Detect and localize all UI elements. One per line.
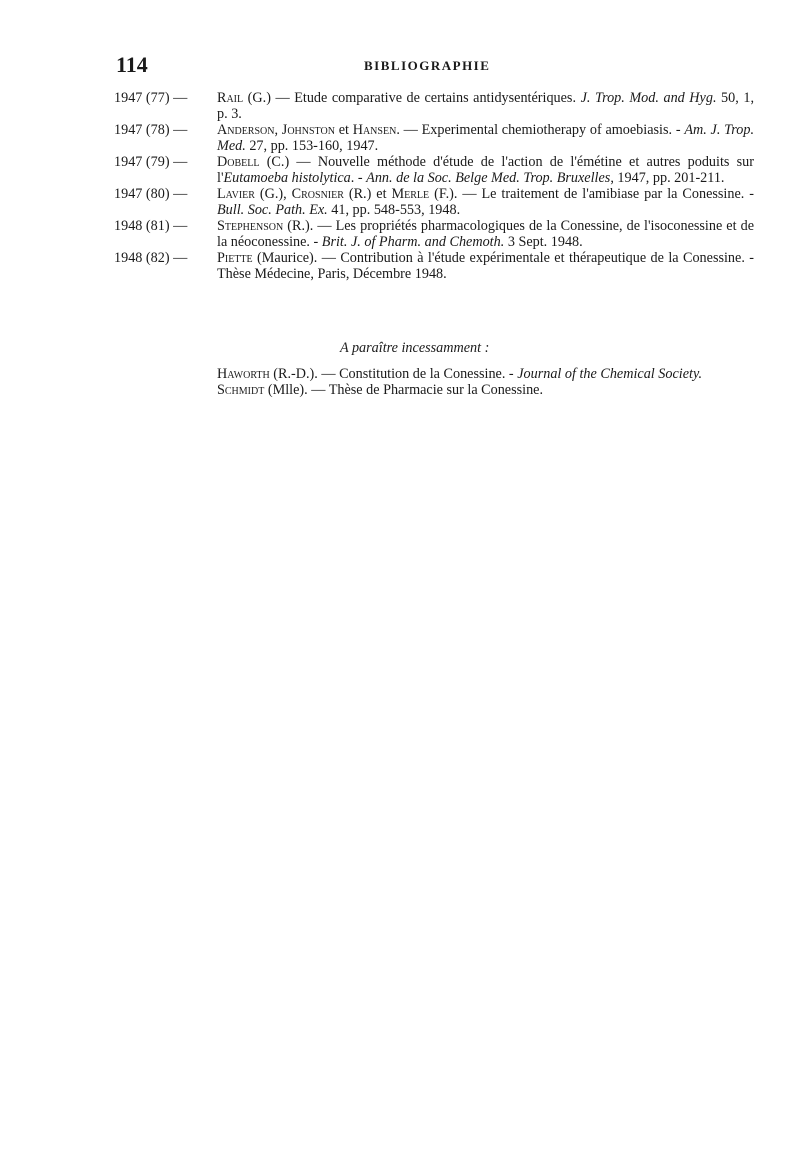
entry-author: Dobell bbox=[217, 154, 260, 170]
bibliography-entry bbox=[114, 90, 754, 122]
entry-author: Piette bbox=[217, 250, 253, 266]
entry-body: . — Experimental chemiotherapy of amoebiasis. - bbox=[396, 122, 685, 138]
entry-text bbox=[217, 90, 754, 122]
entry-journal: Am. J. Trop. Med. bbox=[217, 122, 755, 154]
entry-body: (Maurice). — Contribution à l'étude expérimentale et thérapeutique de la Conessine. - Thèse Médecine, Paris, Décembre 1948. bbox=[217, 250, 754, 282]
forthcoming-item bbox=[217, 382, 749, 398]
running-head: BIBLIOGRAPHIE bbox=[364, 58, 491, 73]
entry-year: 1947 (77) — bbox=[114, 90, 188, 106]
page-header bbox=[116, 52, 748, 80]
entry-author: Hansen bbox=[352, 122, 397, 138]
bibliography-entry bbox=[114, 186, 754, 218]
entry-body: (C.) — Nouvelle méthode d'étude de l'action de l'émétine et autres poduits sur l' bbox=[217, 154, 754, 186]
entry-author: Merle bbox=[391, 186, 430, 202]
entry-body: et bbox=[334, 122, 353, 138]
entry-text bbox=[217, 154, 754, 186]
entry-body: 27, pp. 153-160, 1947. bbox=[245, 138, 379, 154]
entry-year: 1948 (81) — bbox=[114, 218, 188, 234]
entry-year: 1947 (78) — bbox=[114, 122, 188, 138]
bibliography-entry bbox=[114, 250, 754, 282]
entry-body: 41, pp. 548-553, 1948. bbox=[327, 202, 461, 218]
entry-text bbox=[217, 218, 754, 250]
entry-author: Anderson, Johnston bbox=[217, 122, 335, 138]
entry-species: Eutamoeba histolytica bbox=[223, 170, 351, 186]
page-number: 114 bbox=[116, 52, 148, 77]
entry-journal: Bull. Soc. Path. Ex. bbox=[217, 202, 328, 218]
entry-text bbox=[217, 122, 754, 154]
entry-year: 1948 (82) — bbox=[114, 250, 188, 266]
entry-body: (R.). — Les propriétés pharmacologiques de la Conessine, de l'isoconessine et de la néoconessine. - bbox=[217, 218, 754, 250]
entry-body: 3 Sept. 1948. bbox=[504, 234, 583, 250]
entry-author: Crosnier bbox=[291, 186, 344, 202]
entry-journal: Ann. de la Soc. Belge Med. Trop. Bruxelles bbox=[366, 170, 611, 186]
entry-journal: Journal of the Chemical Society. bbox=[517, 366, 703, 382]
entry-text bbox=[217, 186, 754, 218]
entry-body: (G.), bbox=[254, 186, 292, 202]
bibliography-list bbox=[114, 90, 754, 282]
forthcoming-list bbox=[217, 366, 749, 398]
entry-author: Rail bbox=[217, 90, 244, 106]
entry-body: 50, 1, p. 3. bbox=[217, 90, 754, 122]
entry-body: . - bbox=[350, 170, 367, 186]
entry-body: , 1947, pp. 201-211. bbox=[610, 170, 725, 186]
entry-body: (R.) et bbox=[343, 186, 392, 202]
entry-author: Lavier bbox=[217, 186, 255, 202]
entry-body: (R.-D.). — Constitution de la Conessine. - bbox=[269, 366, 518, 382]
entry-journal: Brit. J. of Pharm. and Chemoth. bbox=[321, 234, 505, 250]
entry-author: Schmidt bbox=[217, 382, 265, 398]
entry-author: Stephenson bbox=[217, 218, 284, 234]
entry-year: 1947 (80) — bbox=[114, 186, 188, 202]
forthcoming-heading: A paraître incessamment : bbox=[340, 340, 490, 356]
forthcoming-item bbox=[217, 366, 749, 382]
bibliography-entry bbox=[114, 154, 754, 186]
entry-text bbox=[217, 250, 754, 282]
entry-author: Haworth bbox=[217, 366, 270, 382]
entry-body: (G.) — Etude comparative de certains antidysentériques. bbox=[243, 90, 581, 106]
entry-body: (Mlle). — Thèse de Pharmacie sur la Conessine. bbox=[264, 382, 544, 398]
bibliography-entry bbox=[114, 122, 754, 154]
entry-body: (F.). — Le traitement de l'amibiase par la Conessine. - bbox=[429, 186, 754, 202]
entry-journal: J. Trop. Mod. and Hyg. bbox=[580, 90, 717, 106]
bibliography-entry bbox=[114, 218, 754, 250]
entry-year: 1947 (79) — bbox=[114, 154, 188, 170]
